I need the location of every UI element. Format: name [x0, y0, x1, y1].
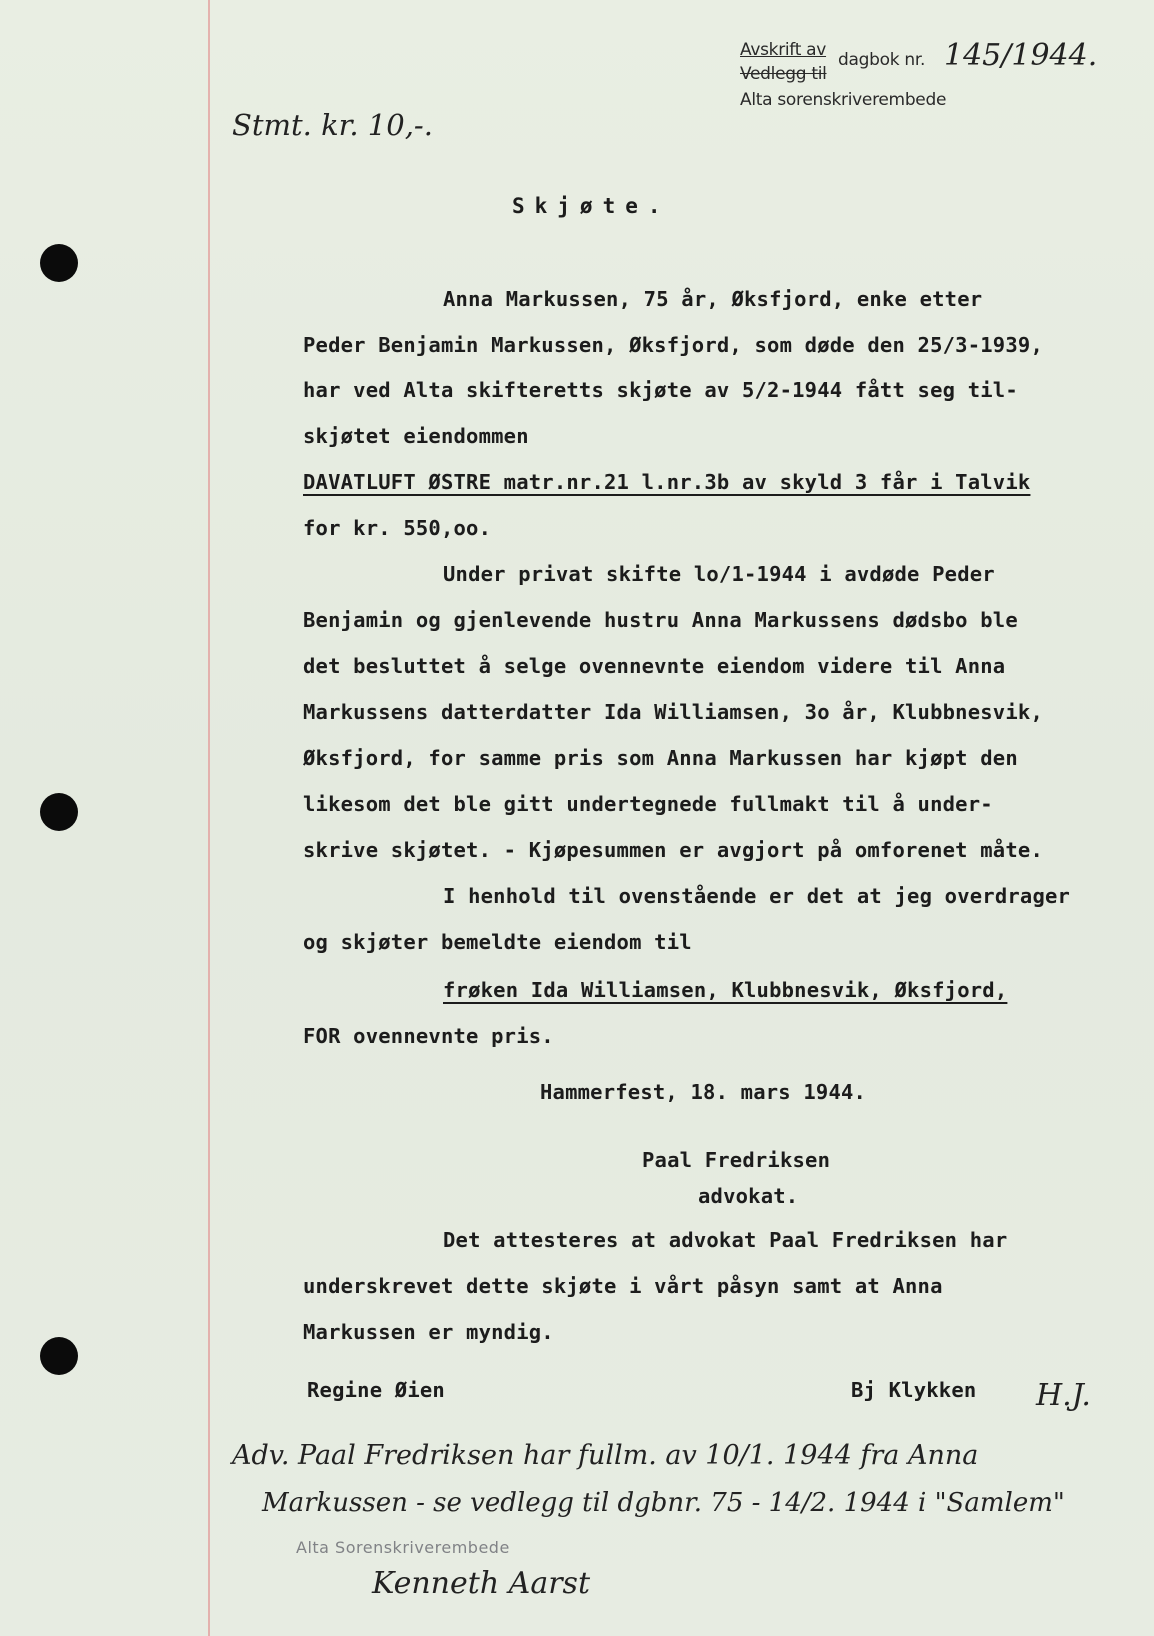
document-title: Skjøte.: [512, 194, 671, 218]
office-stamp: Alta Sorenskriverembede: [296, 1538, 510, 1557]
buyer-line: frøken Ida Williamsen, Klubbnesvik, Øksfjord,: [443, 978, 1008, 1002]
body-line: Øksfjord, for samme pris som Anna Markussen har kjøpt den: [303, 746, 1018, 770]
body-line: og skjøter bemeldte eiendom til: [303, 930, 692, 954]
attest-line: Markussen er myndig.: [303, 1320, 554, 1344]
clerk-signature: Kenneth Aarst: [372, 1566, 591, 1601]
body-line: Peder Benjamin Markussen, Øksfjord, som døde den 25/3-1939,: [303, 333, 1043, 357]
witness-left: Regine Øien: [307, 1378, 445, 1402]
stamp-duty-note: Stmt. kr. 10,-.: [232, 108, 433, 142]
body-line: skjøtet eiendommen: [303, 424, 529, 448]
signer-name: Paal Fredriksen: [642, 1148, 831, 1172]
property-description: DAVATLUFT ØSTRE matr.nr.21 l.nr.3b av skyld 3 får i Talvik: [303, 470, 1031, 494]
margin-rule: [208, 0, 210, 1636]
stamp-office: Alta sorenskriverembede: [740, 90, 947, 110]
body-line: Benjamin og gjenlevende hustru Anna Markussens dødsbo ble: [303, 608, 1018, 632]
handwritten-line: Adv. Paal Fredriksen har fullm. av 10/1. 1944 fra Anna: [232, 1440, 979, 1471]
punch-hole-middle: [40, 793, 78, 831]
body-line: Under privat skifte lo/1-1944 i avdøde Peder: [443, 562, 995, 586]
dagbok-number: 145/1944.: [944, 38, 1098, 73]
stamp-avskrift: Avskrift av: [740, 40, 827, 60]
attest-line: underskrevet dette skjøte i vårt påsyn samt at Anna: [303, 1274, 943, 1298]
stamp-dagbok: dagbok nr.: [838, 50, 926, 70]
initials: H.J.: [1036, 1378, 1091, 1413]
signer-title: advokat.: [698, 1184, 799, 1208]
attest-line: Det attesteres at advokat Paal Fredriksen har: [443, 1228, 1008, 1252]
body-line: FOR ovennevnte pris.: [303, 1024, 554, 1048]
punch-hole-top: [40, 244, 78, 282]
handwritten-line: Markussen - se vedlegg til dgbnr. 75 - 14/2. 1944 i "Samlem": [262, 1488, 1065, 1518]
body-line: I henhold til ovenstående er det at jeg overdrager: [443, 884, 1071, 908]
punch-hole-bottom: [40, 1337, 78, 1375]
body-line: Anna Markussen, 75 år, Øksfjord, enke etter: [443, 287, 983, 311]
body-line: har ved Alta skifteretts skjøte av 5/2-1944 fått seg til-: [303, 378, 1018, 402]
body-line: skrive skjøtet. - Kjøpesummen er avgjort på omforenet måte.: [303, 838, 1043, 862]
place-date: Hammerfest, 18. mars 1944.: [540, 1080, 867, 1104]
stamp-vedlegg: Vedlegg til: [740, 64, 827, 84]
witness-right: Bj Klykken: [851, 1378, 977, 1402]
body-line: likesom det ble gitt undertegnede fullmakt til å under-: [303, 792, 993, 816]
body-line: for kr. 550,oo.: [303, 516, 492, 540]
body-line: det besluttet å selge ovennevnte eiendom videre til Anna: [303, 654, 1006, 678]
body-line: Markussens datterdatter Ida Williamsen, 3o år, Klubbnesvik,: [303, 700, 1043, 724]
